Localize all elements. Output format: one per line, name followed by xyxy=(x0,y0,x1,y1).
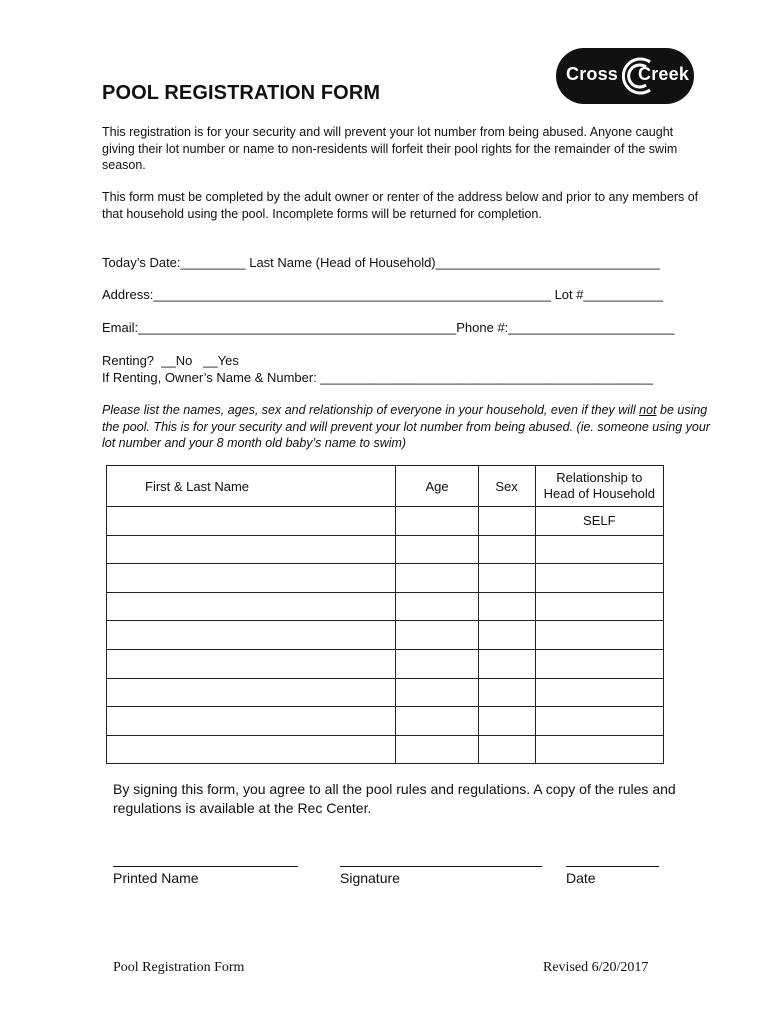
household-instructions xyxy=(102,402,712,452)
name-cell[interactable] xyxy=(107,649,396,678)
relationship-cell[interactable] xyxy=(535,535,663,564)
header-relationship-line2: Head of Household xyxy=(543,486,655,501)
name-cell[interactable] xyxy=(107,507,396,536)
table-row xyxy=(107,649,664,678)
table-row xyxy=(107,564,664,593)
table-row xyxy=(107,535,664,564)
table-row xyxy=(107,621,664,650)
cross-creek-logo xyxy=(556,48,694,104)
signature-label: Signature xyxy=(340,870,400,886)
age-cell[interactable] xyxy=(396,621,478,650)
name-cell[interactable] xyxy=(107,678,396,707)
sex-cell[interactable] xyxy=(478,621,535,650)
email-phone-field[interactable]: Email:____________________________________________Phone #:_______________________ xyxy=(102,320,675,335)
agreement-text: By signing this form, you agree to all the pool rules and regulations. A copy of the rules and regulations is available at the Rec Center. xyxy=(113,781,676,816)
form-title: POOL REGISTRATION FORM xyxy=(102,82,381,104)
sex-cell[interactable] xyxy=(478,564,535,593)
age-cell[interactable] xyxy=(396,649,478,678)
header-relationship-line1: Relationship to xyxy=(556,470,643,485)
renting-field[interactable]: Renting? __No __Yes xyxy=(102,353,239,368)
age-cell[interactable] xyxy=(396,735,478,764)
header-sex: Sex xyxy=(478,466,535,507)
relationship-cell[interactable] xyxy=(535,592,663,621)
header-age: Age xyxy=(396,466,478,507)
name-cell[interactable] xyxy=(107,564,396,593)
date-lastname-field[interactable]: Today’s Date:_________ Last Name (Head of Household)_______________________________ xyxy=(102,255,660,270)
instructions-text-2: be using the pool. This is for your security and will prevent your lot number from being abused. (ie. someone using your lot number and your 8 month old baby’s name to swim) xyxy=(102,403,710,450)
age-cell[interactable] xyxy=(396,592,478,621)
signature-line[interactable] xyxy=(340,866,542,867)
owner-name-number-field[interactable]: If Renting, Owner’s Name & Number: ______________________________________________ xyxy=(102,370,654,385)
sex-cell[interactable] xyxy=(478,535,535,564)
relationship-cell[interactable] xyxy=(535,649,663,678)
table-row xyxy=(107,507,664,536)
printed-name-label: Printed Name xyxy=(113,870,199,886)
sex-cell[interactable] xyxy=(478,649,535,678)
footer-revision-date: Revised 6/20/2017 xyxy=(543,960,649,975)
name-cell[interactable] xyxy=(107,621,396,650)
name-cell[interactable] xyxy=(107,735,396,764)
name-cell[interactable] xyxy=(107,592,396,621)
table-row xyxy=(107,592,664,621)
relationship-cell-self: SELF xyxy=(535,507,663,536)
instructions-text-1: Please list the names, ages, sex and relationship of everyone in your household, even if they will xyxy=(102,403,640,417)
date-label: Date xyxy=(566,870,596,886)
footer-form-name: Pool Registration Form xyxy=(113,960,245,975)
printed-name-line[interactable] xyxy=(113,866,298,867)
name-cell[interactable] xyxy=(107,707,396,736)
logo-word-creek: Creek xyxy=(638,64,690,84)
sex-cell[interactable] xyxy=(478,507,535,536)
date-line[interactable] xyxy=(566,866,659,867)
relationship-cell[interactable] xyxy=(535,735,663,764)
header-first-last-name: First & Last Name xyxy=(107,466,396,507)
age-cell[interactable] xyxy=(396,535,478,564)
table-row xyxy=(107,707,664,736)
sex-cell[interactable] xyxy=(478,707,535,736)
relationship-cell[interactable] xyxy=(535,564,663,593)
logo-word-cross: Cross xyxy=(566,64,619,84)
table-row xyxy=(107,735,664,764)
address-lot-field[interactable]: Address:_______________________________________________________ Lot #___________ xyxy=(102,287,664,302)
household-members-table xyxy=(106,465,664,764)
age-cell[interactable] xyxy=(396,564,478,593)
relationship-cell[interactable] xyxy=(535,621,663,650)
header-relationship xyxy=(535,466,663,507)
instructions-underlined-not: not xyxy=(639,403,657,417)
age-cell[interactable] xyxy=(396,707,478,736)
age-cell[interactable] xyxy=(396,507,478,536)
table-header-row xyxy=(107,466,664,507)
table-row xyxy=(107,678,664,707)
relationship-cell[interactable] xyxy=(535,707,663,736)
relationship-cell[interactable] xyxy=(535,678,663,707)
name-cell[interactable] xyxy=(107,535,396,564)
sex-cell[interactable] xyxy=(478,592,535,621)
intro-paragraph-1: This registration is for your security and will prevent your lot number from being abused. Anyone caught giving their lot number or name to non-residents will forfeit their pool rights for the remainder of the swim season. xyxy=(102,125,678,172)
age-cell[interactable] xyxy=(396,678,478,707)
sex-cell[interactable] xyxy=(478,678,535,707)
sex-cell[interactable] xyxy=(478,735,535,764)
intro-paragraph-2: This form must be completed by the adult owner or renter of the address below and prior to any members of that household using the pool. Incomplete forms will be returned for completion. xyxy=(102,190,699,221)
